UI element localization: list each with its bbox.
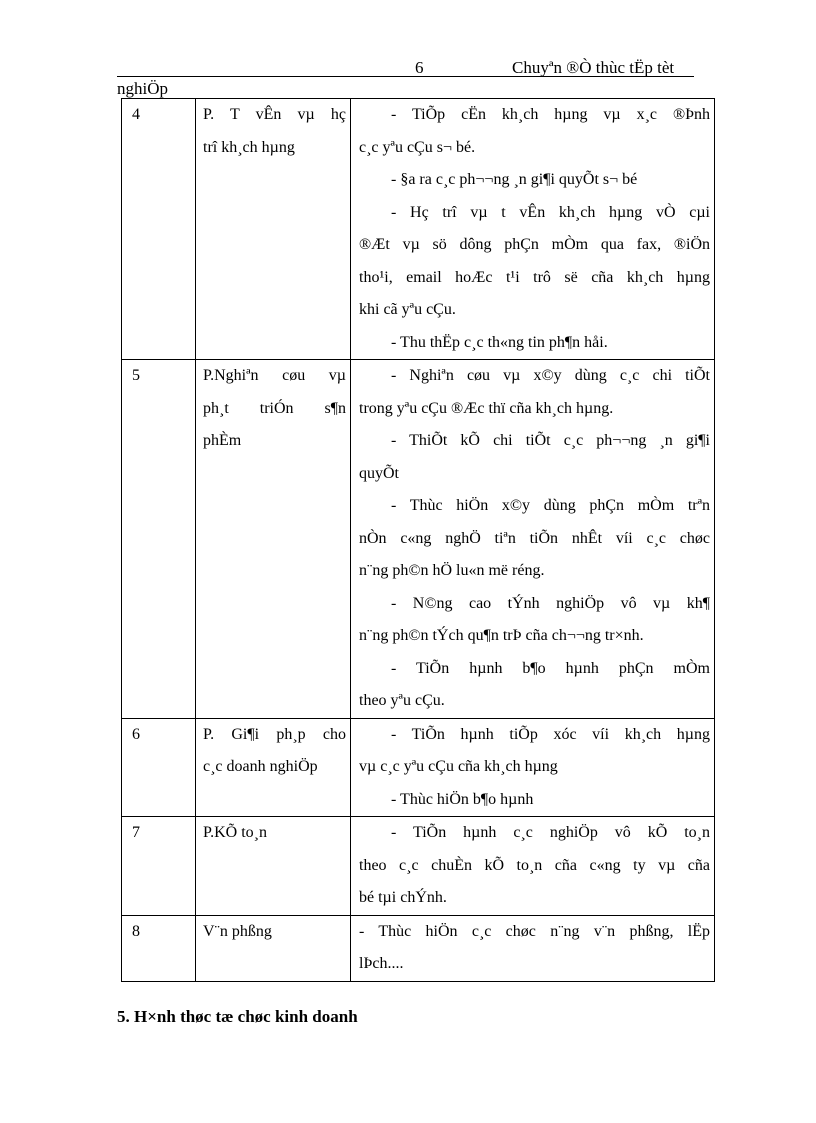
task-line: n¨ng ph©n tÝch qu¶n trÞ cña ch¬¬ng tr×nh. bbox=[359, 627, 644, 644]
task-line: - TiÕn hµnh b¶o hµnh phÇn mÒm bbox=[391, 659, 710, 677]
task-line: - TiÕn hµnh tiÕp xóc víi kh¸ch hµng bbox=[391, 725, 710, 743]
task-line: theo c¸c chuÈn kÕ to¸n cña c«ng ty vµ cña bbox=[359, 856, 710, 874]
task-line: - Nghiªn cøu vµ x©y dùng c¸c chi tiÕt bbox=[391, 367, 710, 384]
department-cell bbox=[196, 99, 351, 360]
row-number-cell: 8 bbox=[122, 915, 196, 981]
task-line: theo yªu cÇu. bbox=[359, 692, 445, 709]
task-line: - Thùc hiÖn b¶o hµnh bbox=[391, 790, 534, 808]
task-line: quyÕt bbox=[359, 464, 399, 482]
task-line: - N©ng cao tÝnh nghiÖp vô vµ kh¶ bbox=[391, 594, 710, 612]
department-line: c¸c doanh nghiÖp bbox=[203, 758, 318, 775]
department-cell bbox=[196, 718, 351, 817]
department-line: V¨n phßng bbox=[203, 922, 272, 940]
department-line: trî kh¸ch hµng bbox=[203, 138, 295, 156]
running-header-title: Chuyªn ®Ò thùc tËp tèt bbox=[512, 58, 675, 77]
department-line: P. T vÊn vµ hç bbox=[203, 106, 346, 123]
department-line: P.Nghiªn cøu vµ bbox=[203, 367, 346, 384]
table-row bbox=[122, 99, 715, 360]
task-line: c¸c yªu cÇu s¬ bé. bbox=[359, 138, 476, 156]
header-rule bbox=[117, 76, 694, 77]
task-cell bbox=[351, 817, 715, 916]
task-cell bbox=[351, 99, 715, 360]
row-number-cell: 7 bbox=[122, 817, 196, 916]
row-number-cell: 6 bbox=[122, 718, 196, 817]
task-line: ®Æt vµ sö dông phÇn mÒm qua fax, ®iÖn bbox=[359, 236, 710, 253]
task-line: - TiÕn hµnh c¸c nghiÖp vô kÕ to¸n bbox=[391, 824, 710, 841]
task-line: - Thùc hiÖn c¸c chøc n¨ng v¨n phßng, lËp bbox=[359, 922, 710, 940]
department-table bbox=[121, 98, 715, 982]
department-line: ph¸t triÓn s¶n bbox=[203, 399, 346, 417]
table-row bbox=[122, 360, 715, 719]
table-row bbox=[122, 817, 715, 916]
task-cell bbox=[351, 915, 715, 981]
department-line: phÈm bbox=[203, 432, 242, 449]
task-line: - Hç trî vµ t vÊn kh¸ch hµng vÒ cµi bbox=[391, 203, 710, 221]
row-number-cell: 4 bbox=[122, 99, 196, 360]
department-line: P. Gi¶i ph¸p cho bbox=[203, 725, 346, 743]
page-number: 6 bbox=[415, 58, 424, 77]
running-header-continuation: nghiÖp bbox=[117, 79, 168, 98]
task-line: - §a ra c¸c ph¬¬ng ¸n gi¶i quyÕt s¬ bé bbox=[391, 171, 638, 188]
task-line: trong yªu cÇu ®Æc thï cña kh¸ch hµng. bbox=[359, 399, 614, 417]
table-row bbox=[122, 718, 715, 817]
department-cell bbox=[196, 360, 351, 719]
task-cell bbox=[351, 718, 715, 817]
task-line: vµ c¸c yªu cÇu cña kh¸ch hµng bbox=[359, 758, 558, 775]
task-line: - Thu thËp c¸c th«ng tin ph¶n håi. bbox=[391, 333, 608, 351]
task-line: - TiÕp cËn kh¸ch hµng vµ x¸c ®Þnh bbox=[391, 106, 710, 123]
section-heading: 5. H×nh thøc tæ chøc kinh doanh bbox=[117, 1007, 358, 1026]
department-line: P.KÕ to¸n bbox=[203, 824, 268, 841]
department-cell bbox=[196, 915, 351, 981]
task-line: bé tµi chÝnh. bbox=[359, 889, 447, 906]
task-line: n¨ng ph©n hÖ lu«n më réng. bbox=[359, 562, 545, 579]
task-line: - Thùc hiÖn x©y dùng phÇn mÒm trªn bbox=[391, 497, 710, 514]
task-line: lÞch.... bbox=[359, 955, 404, 972]
table-row bbox=[122, 915, 715, 981]
task-line: nÒn c«ng nghÖ tiªn tiÕn nhÊt víi c¸c chøc bbox=[359, 529, 710, 547]
task-cell bbox=[351, 360, 715, 719]
department-cell bbox=[196, 817, 351, 916]
task-line: - ThiÕt kÕ chi tiÕt c¸c ph¬¬ng ¸n gi¶i bbox=[391, 432, 710, 449]
task-line: khi cã yªu cÇu. bbox=[359, 301, 456, 318]
row-number-cell: 5 bbox=[122, 360, 196, 719]
task-line: tho¹i, email hoÆc t¹i trô së cña kh¸ch hµng bbox=[359, 268, 710, 286]
